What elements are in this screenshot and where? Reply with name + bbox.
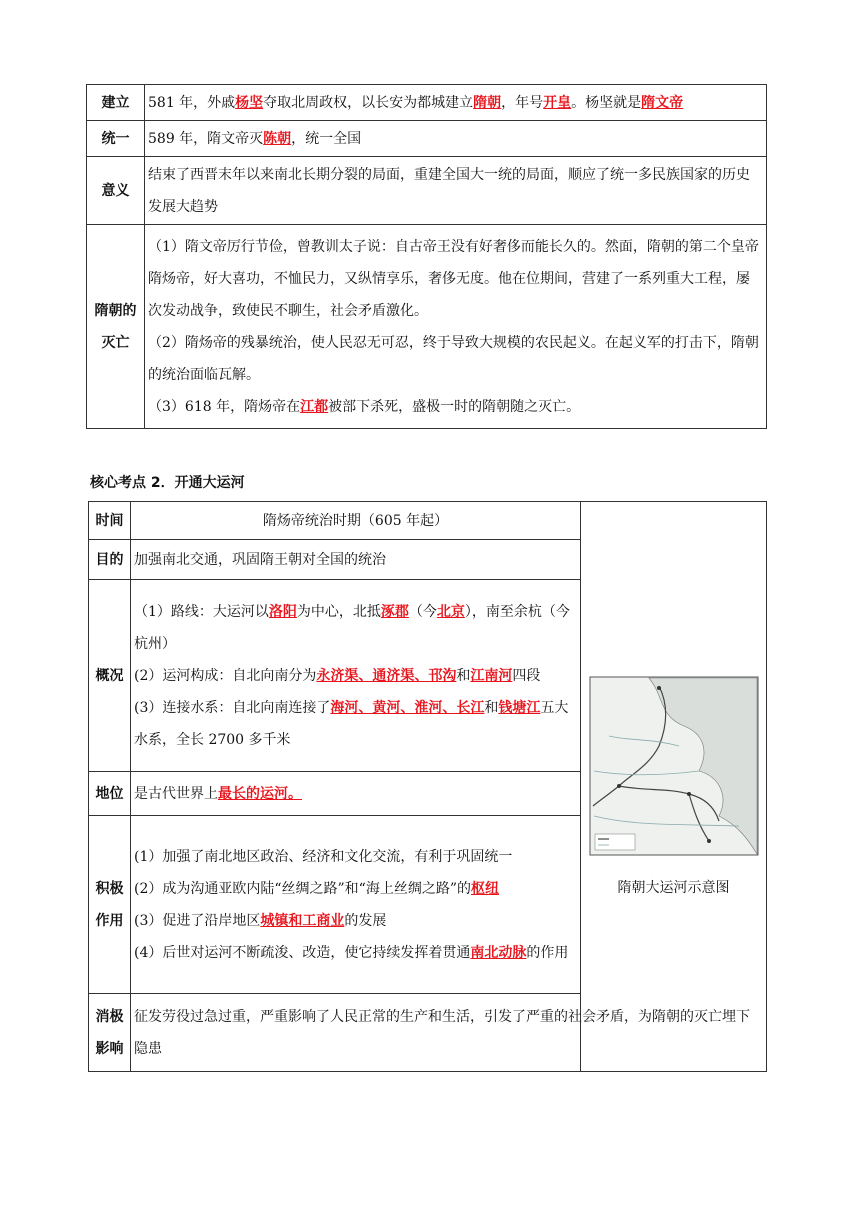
- highlighted-term: 枢纽: [471, 880, 499, 897]
- highlighted-term: 南北动脉: [470, 944, 527, 961]
- paragraph: [148, 391, 763, 423]
- row-content-overview: [131, 580, 581, 772]
- text-segment: 的发展: [344, 912, 387, 929]
- highlighted-term: 北京: [436, 603, 465, 620]
- text-segment: 。杨坚就是: [571, 94, 642, 111]
- table-grand-canal: [88, 501, 767, 1072]
- row-label-status: 地位: [89, 772, 131, 816]
- table-row: [87, 225, 767, 429]
- grand-canal-map-image: [589, 676, 759, 856]
- row-content-time: 隋炀帝统治时期（605 年起）: [131, 502, 581, 540]
- text-segment: 为中心，北抵: [296, 603, 381, 620]
- table-sui-dynasty: [86, 84, 767, 429]
- text-segment: 和: [456, 667, 471, 684]
- row-label-negative: 消极影响: [89, 994, 131, 1072]
- text-segment: （1）路线：大运河以: [134, 603, 269, 620]
- highlighted-term: 钱塘江: [498, 699, 541, 716]
- text-segment: 的作用: [526, 944, 569, 961]
- text-segment: ，统一全国: [291, 130, 362, 147]
- highlighted-term: 隋朝: [473, 94, 502, 111]
- table-row: [89, 502, 767, 540]
- paragraph: [134, 841, 577, 873]
- text-segment: （1）隋文帝厉行节俭，曾教训太子说：自古帝王没有好奢侈而能长久的。然面，隋朝的第二个皇帝隋炀帝，好大喜功，不恤民力，又纵情享乐，奢侈无度。他在位期间，营建了一系列重大工程，屡次发动战争，致使民不聊生，社会矛盾激化。: [148, 238, 759, 319]
- row-content-status: [131, 772, 581, 816]
- row-content-negative: 征发劳役过急过重，严重影响了人民正常的生产和生活，引发了严重的社会矛盾，为隋朝的灭亡埋下隐患: [131, 994, 767, 1072]
- highlighted-term: 杨坚: [235, 94, 264, 111]
- text-segment: (2）成为沟通亚欧内陆“丝绸之路”和“海上丝绸之路”的: [134, 880, 471, 897]
- row-content-purpose: 加强南北交通，巩固隋王朝对全国的统治: [131, 540, 581, 580]
- row-label-time: 时间: [89, 502, 131, 540]
- section-heading: 核心考点 2．开通大运河: [90, 475, 245, 491]
- text-segment: (1）加强了南北地区政治、经济和文化交流，有利于巩固统一: [134, 848, 513, 865]
- text-segment: 被部下杀死，盛极一时的隋朝随之灭亡。: [328, 398, 581, 415]
- row-content-fall: [145, 225, 767, 429]
- row-content-establish: [145, 85, 767, 121]
- text-segment: (3）连接水系：自北向南连接了: [134, 699, 331, 716]
- highlighted-term: 涿郡: [380, 603, 409, 620]
- map-caption: 隋朝大运河示意图: [617, 879, 730, 896]
- row-label-overview: 概况: [89, 580, 131, 772]
- highlighted-term: 陈朝: [263, 130, 292, 147]
- text-segment: (2）运河构成：自北向南分为: [134, 667, 317, 684]
- row-label-positive: 积极作用: [89, 816, 131, 994]
- highlighted-term: 永济渠、通济渠、邗沟: [316, 667, 457, 684]
- paragraph: [148, 231, 763, 327]
- highlighted-term: 江南河: [470, 667, 513, 684]
- highlighted-term: 洛阳: [268, 603, 297, 620]
- text-segment: （今: [408, 603, 437, 620]
- text-segment: 和: [484, 699, 499, 716]
- text-segment: 581 年，外戚: [148, 94, 236, 111]
- paragraph: [134, 660, 577, 692]
- highlighted-term: 城镇和工商业: [260, 912, 345, 929]
- highlighted-term: 江都: [300, 398, 329, 415]
- text-segment: 是古代世界上: [134, 785, 218, 802]
- paragraph: [134, 873, 577, 905]
- row-label-fall: 隋朝的灭亡: [87, 225, 145, 429]
- text-segment: (3）促进了沿岸地区: [134, 912, 261, 929]
- map-cell: [581, 502, 767, 1072]
- row-label-unify: 统一: [87, 121, 145, 157]
- highlighted-term: 隋文帝: [641, 94, 684, 111]
- highlighted-term: 海河、黄河、淮河、长江: [330, 699, 485, 716]
- text-segment: 夺取北周政权，以长安为都城建立: [263, 94, 474, 111]
- row-content-positive: [131, 816, 581, 994]
- table-row: [87, 85, 767, 121]
- row-label-establish: 建立: [87, 85, 145, 121]
- text-segment: 589 年，隋文帝灭: [148, 130, 264, 147]
- highlighted-term: 开皇: [543, 94, 572, 111]
- text-segment: 五大水系，全长 2700 多千米: [134, 699, 569, 748]
- text-segment: 四段: [512, 667, 541, 684]
- row-content-unify: [145, 121, 767, 157]
- text-segment: ），南至余杭（今杭州）: [134, 603, 570, 652]
- table-row: [87, 121, 767, 157]
- paragraph: [134, 692, 577, 756]
- paragraph: [134, 937, 577, 969]
- highlighted-term: 最长的运河。: [218, 785, 302, 802]
- table-row: [87, 157, 767, 225]
- text-segment: 结束了西晋末年以来南北长期分裂的局面，重建全国大一统的局面，顺应了统一多民族国家的历史发展大趋势: [148, 166, 750, 215]
- text-segment: (4）后世对运河不断疏浚、改造，使它持续发挥着贯通: [134, 944, 471, 961]
- paragraph: [134, 905, 577, 937]
- text-segment: （3）618 年，隋炀帝在: [148, 398, 301, 415]
- paragraph: [148, 327, 763, 391]
- text-segment: （2）隋炀帝的残暴统治，使人民忍无可忍，终于导致大规模的农民起义。在起义军的打击下，隋朝的统治面临瓦解。: [148, 334, 759, 383]
- text-segment: ，年号: [501, 94, 544, 111]
- table-row: [89, 994, 767, 1072]
- row-label-significance: 意义: [87, 157, 145, 225]
- row-content-significance: [145, 157, 767, 225]
- paragraph: [134, 596, 577, 660]
- row-label-purpose: 目的: [89, 540, 131, 580]
